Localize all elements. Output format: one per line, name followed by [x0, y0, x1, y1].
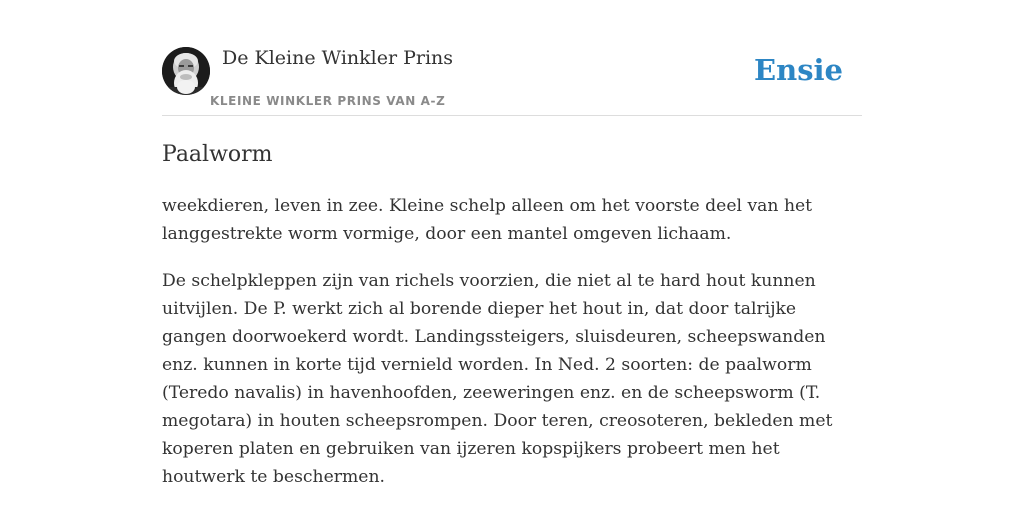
bearded-man-portrait-icon	[162, 47, 210, 95]
author-name[interactable]: De Kleine Winkler Prins	[222, 47, 454, 69]
author-avatar[interactable]	[162, 47, 210, 95]
header-divider	[162, 115, 862, 116]
entry-paragraph: De schelpkleppen zijn van richels voorzien, die niet al te hard hout kunnen uitvijlen. De P. werkt zich al borende dieper het hout in, dat door talrijke gangen doorwoekerd wordt. Landingssteigers, sluisdeuren, scheepswanden enz. kunnen in korte tijd vernield worden. In Ned. 2 soorten: de paalworm (Teredo navalis) in havenhoofden, zeeweringen enz. en de scheepsworm (T. megotara) in houten scheepsrompen. Door teren, creosoteren, bekleden met koperen platen en gebruiken van ijzeren kopspijkers probeert men het houtwerk te beschermen.	[162, 271, 833, 487]
brand-logo[interactable]: Ensie	[754, 53, 843, 87]
entry-content	[162, 192, 862, 510]
book-title[interactable]: KLEINE WINKLER PRINS VAN A-Z	[210, 94, 446, 108]
entry-title: Paalworm	[162, 142, 273, 167]
entry-paragraph: weekdieren, leven in zee. Kleine schelp alleen om het voorste deel van het langgestrekte worm vormige, door een mantel omgeven lichaam.	[162, 196, 813, 244]
